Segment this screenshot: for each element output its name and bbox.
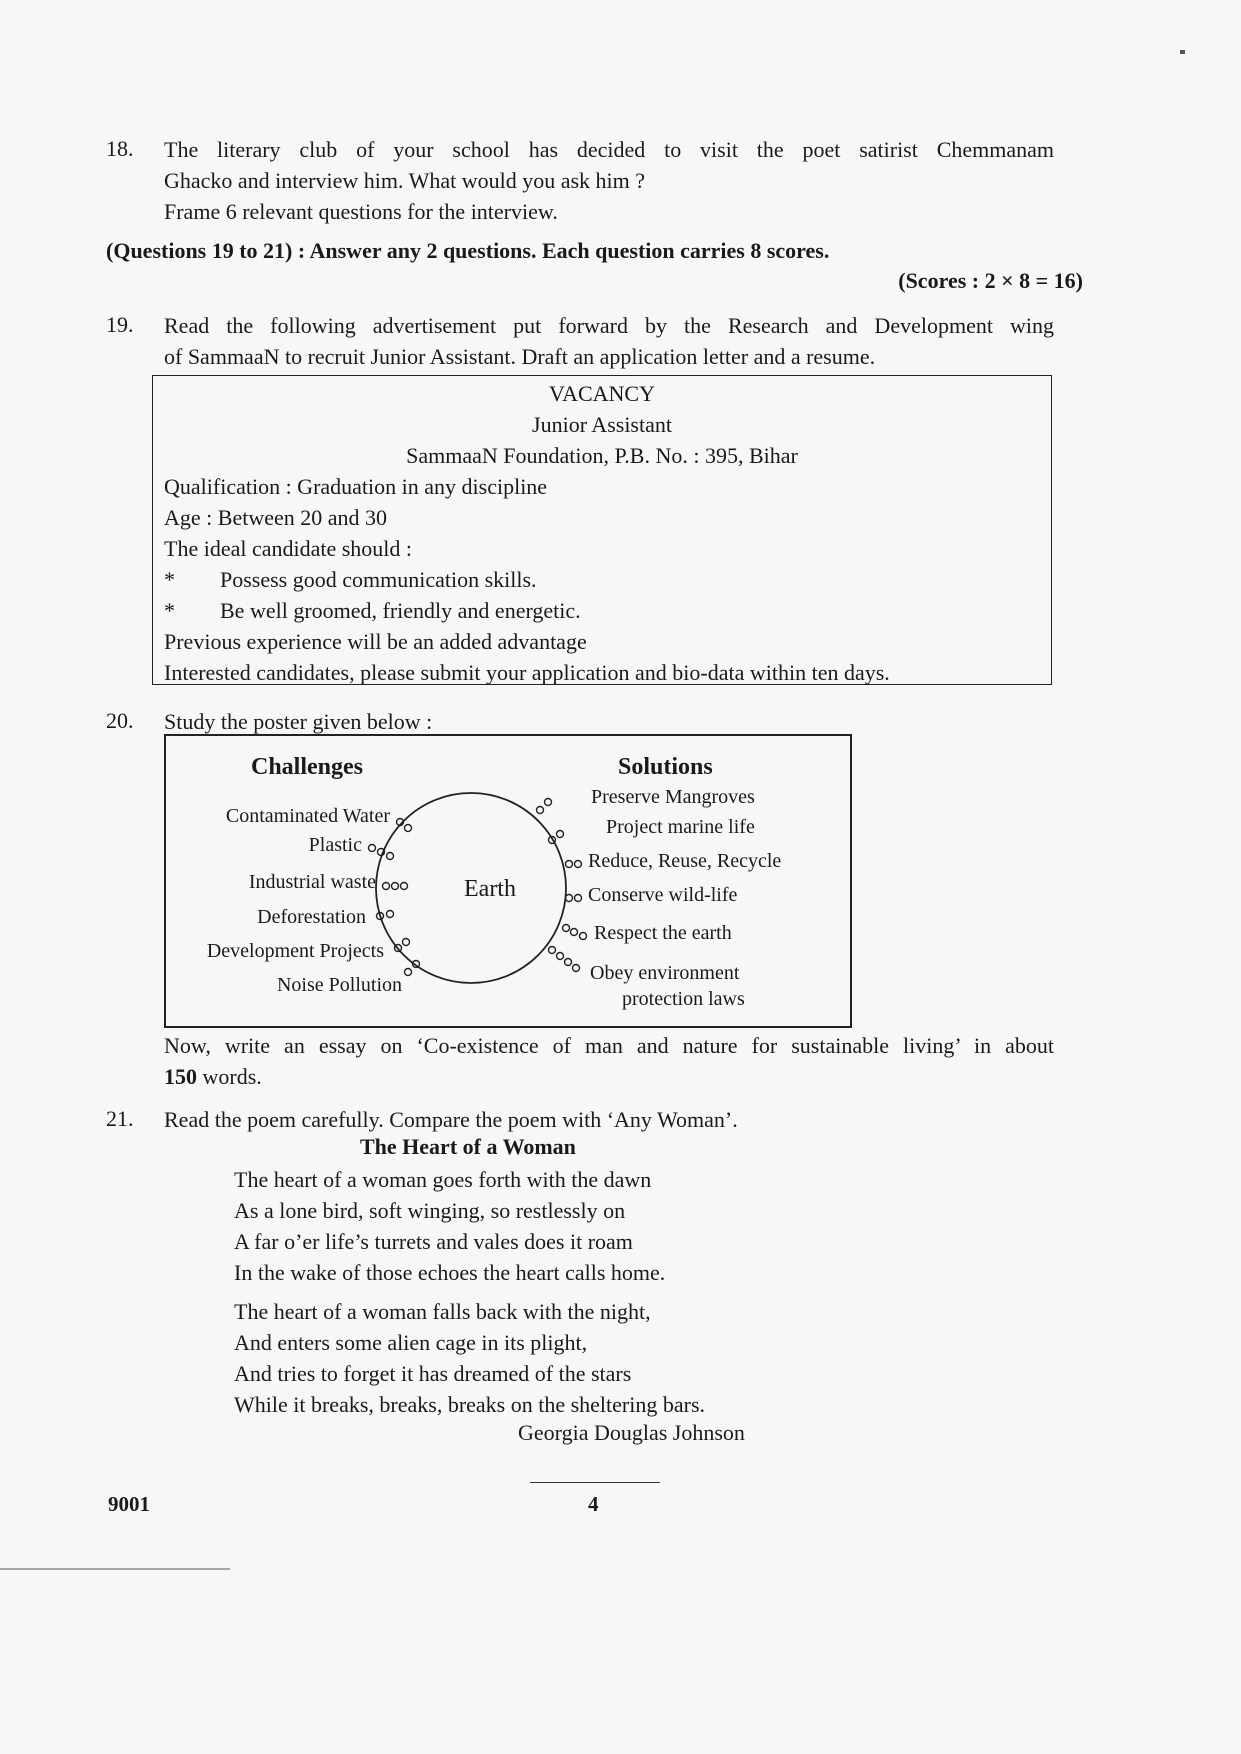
environment-poster: [164, 734, 852, 1028]
question-20-task: [164, 1030, 1054, 1092]
question-19-text: [164, 310, 1054, 372]
poem-line: While it breaks, breaks, breaks on the sheltering bars.: [234, 1392, 706, 1417]
scan-speck: [1180, 50, 1185, 54]
vacancy-qualification: Qualification : Graduation in any discipline: [164, 474, 548, 499]
solution-item: Respect the earth: [594, 922, 732, 944]
question-19-line-2: of SammaaN to recruit Junior Assistant. Draft an application letter and a resume.: [164, 344, 876, 369]
poem-line: The heart of a woman falls back with the night,: [234, 1299, 651, 1324]
poem-stanza-1: [234, 1164, 665, 1288]
paper-code: 9001: [108, 1492, 150, 1516]
vacancy-post: Junior Assistant: [532, 412, 672, 437]
vacancy-bullet: [153, 595, 1051, 626]
poem-line: And tries to forget it has dreamed of the stars: [234, 1361, 632, 1386]
vacancy-organisation: SammaaN Foundation, P.B. No. : 395, Bihar: [406, 443, 798, 468]
question-18-line-2: Ghacko and interview him. What would you ask him ?: [164, 168, 646, 193]
bullet-text: Be well groomed, friendly and energetic.: [220, 598, 581, 623]
question-18-number: 18.: [106, 136, 134, 161]
bullet-text: Possess good communication skills.: [220, 567, 537, 592]
challenge-item: Deforestation: [257, 906, 366, 928]
question-18-line-3: Frame 6 relevant questions for the interview.: [164, 199, 558, 224]
word-count-suffix: words.: [197, 1064, 262, 1089]
earth-label: Earth: [464, 876, 516, 902]
question-20-number: 20.: [106, 708, 134, 733]
bullet-star: *: [164, 567, 175, 592]
question-20-intro: Study the poster given below :: [164, 709, 433, 734]
question-19-line-1: Read the following advertisement put forward by the Research and Development wing: [164, 313, 1054, 338]
challenge-item: Contaminated Water: [225, 805, 390, 827]
footer-divider: [530, 1482, 660, 1483]
poem-line: And enters some alien cage in its plight,: [234, 1330, 588, 1355]
solution-item: protection laws: [622, 988, 745, 1010]
challenge-item: Noise Pollution: [276, 974, 402, 996]
poem-author: Georgia Douglas Johnson: [518, 1420, 745, 1445]
question-21-intro: Read the poem carefully. Compare the poem with ‘Any Woman’.: [164, 1107, 738, 1132]
vacancy-bullet: [153, 564, 1051, 595]
challenge-item: Industrial waste: [248, 871, 376, 893]
solution-item: Obey environment: [590, 962, 740, 984]
poem-line: As a lone bird, soft winging, so restlessly on: [234, 1198, 626, 1223]
scan-edge-line: [0, 1568, 230, 1570]
challenges-heading: Challenges: [251, 754, 364, 780]
vacancy-experience: Previous experience will be an added advantage: [164, 629, 587, 654]
question-20-task-line-2: [164, 1061, 1054, 1092]
vacancy-advertisement-box: [152, 375, 1052, 685]
solution-item: Reduce, Reuse, Recycle: [588, 850, 782, 872]
solutions-heading: Solutions: [618, 754, 713, 780]
poem-stanza-2: [234, 1296, 705, 1420]
question-21-number: 21.: [106, 1106, 134, 1131]
poem-line: In the wake of those echoes the heart calls home.: [234, 1260, 666, 1285]
question-18-line-1: The literary club of your school has decided to visit the poet satirist Chemmanam: [164, 137, 1054, 162]
poem-title: The Heart of a Woman: [360, 1134, 576, 1159]
challenge-item: Plastic: [308, 834, 362, 856]
bullet-star: *: [164, 598, 175, 623]
poem-line: The heart of a woman goes forth with the dawn: [234, 1167, 652, 1192]
poem-line: A far o’er life’s turrets and vales does it roam: [234, 1229, 633, 1254]
vacancy-submit-note: Interested candidates, please submit your application and bio-data within ten days.: [164, 660, 890, 685]
solution-item: Preserve Mangroves: [591, 786, 755, 808]
question-19-number: 19.: [106, 312, 134, 337]
vacancy-title: VACANCY: [549, 381, 655, 406]
question-18-text: [164, 134, 1054, 227]
section-scores: (Scores : 2 × 8 = 16): [898, 268, 1083, 293]
vacancy-ideal-candidate: The ideal candidate should :: [164, 536, 413, 561]
section-heading: (Questions 19 to 21) : Answer any 2 questions. Each question carries 8 scores.: [106, 238, 830, 263]
word-count: 150: [164, 1064, 197, 1089]
solution-item: Conserve wild-life: [588, 884, 738, 906]
challenge-item: Development Projects: [206, 940, 384, 962]
vacancy-age: Age : Between 20 and 30: [164, 505, 387, 530]
question-20-task-line-1: Now, write an essay on ‘Co-existence of man and nature for sustainable living’ in about: [164, 1033, 1054, 1058]
solution-item: Project marine life: [606, 816, 755, 838]
page-number: 4: [588, 1492, 599, 1516]
